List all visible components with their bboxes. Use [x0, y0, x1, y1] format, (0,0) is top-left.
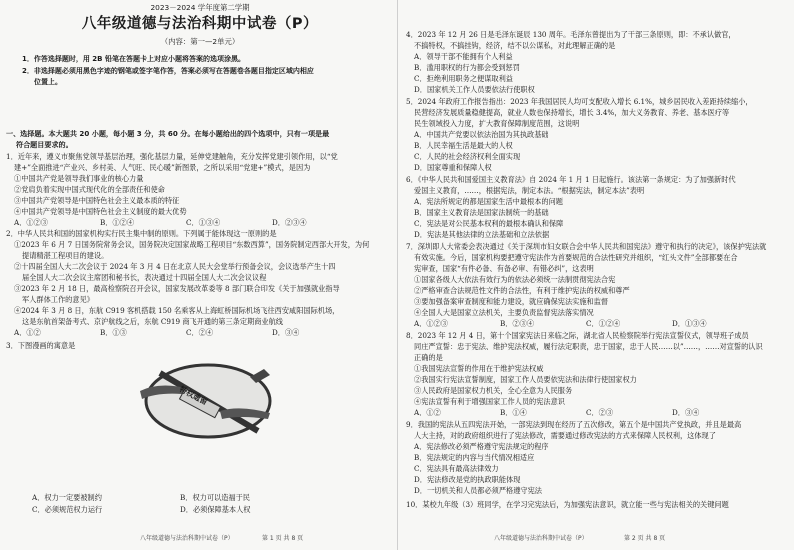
instruction-note-3: 位置上。	[34, 78, 62, 86]
question-2-statement: ④2024 年 3 月 8 日，东航 C919 客机搭载 150 名乘客从上海虹桥国际机场飞往西安咸阳国际机场，	[14, 306, 340, 315]
question-7-statement: ④全国人大是国家立法机关，主要负责监督宪法落实情况	[414, 308, 594, 317]
question-8-statement: ④宪法宣誓有利于增强国家工作人员的宪法意识	[414, 397, 565, 406]
choice-c[interactable]: C．①③④	[186, 218, 221, 227]
question-6-stem-cont: 爱国主义教育，……，根据宪法，制定本法。“根据宪法，制定本法”表明	[414, 186, 645, 195]
exam-title: 八年级道德与法治科期中试卷（P）	[81, 16, 319, 32]
cartoon-caption: 特权遗留	[177, 384, 209, 407]
question-8-choices	[414, 408, 758, 418]
question-8-statement: ②我国实行宪法宣誓制度，国家工作人员要依宪法和法律行使国家权力	[414, 375, 637, 384]
question-4-option[interactable]: A．领导干部不能拥有个人利益	[414, 52, 513, 61]
page-number: 第 2 页 共 8 页	[624, 535, 666, 542]
question-7-statement: ③要加强备案审查制度和能力建设，就应确保宪法实施和监督	[414, 297, 609, 306]
page-footer-title: 八年级道德与法治科期中试卷（P）	[494, 535, 588, 542]
question-4-option[interactable]: C．拒绝利用职务之便谋取利益	[414, 74, 513, 83]
question-7-stem-cont: 宪审查，国家“有件必备、有备必审、有错必纠”，这表明	[414, 264, 594, 273]
semester-label: 2023－2024 学年度第二学期	[150, 3, 250, 12]
question-7-stem: 7．深圳即人大常委会表决通过《关于深圳市妇女联合会中华人民共和国宪法》遵守和执行的决定》，该保护宪法就	[406, 242, 767, 251]
choice-a[interactable]: A．①②	[414, 408, 441, 417]
choice-a[interactable]: A．①②	[14, 328, 41, 337]
question-6-stem: 6．《中华人民共和国爱国主义教育法》自 2024 年 1 月 1 日起施行。该法第一条规定：为了加强新时代	[406, 175, 736, 184]
question-2-statement: ②十四届全国人大二次会议于 2024 年 3 月 4 日在北京人民大会堂举行预备会议，会议选举产生十四	[14, 262, 336, 271]
choice-b[interactable]: B．①④	[500, 408, 527, 417]
question-9-stem-cont: 人大主持，对的政府组织进行了宪法修改，需要通过修改宪法的方式来保障人民权利，这体现了	[414, 431, 716, 440]
question-5-option[interactable]: D．国家尊重和保障人权	[414, 163, 492, 172]
question-6-option[interactable]: D．宪法是其他法律的立法基础和立法依据	[414, 230, 550, 239]
question-7-statement: ①国家各级人大依法有效行为的依法必须统一法制贯彻宪法合宪	[414, 275, 616, 284]
question-6-option[interactable]: B．国家主义教育法是国家法制统一的基础	[414, 208, 549, 217]
question-9-option[interactable]: D．宪法修改是党的执政职能体现	[414, 475, 521, 484]
exam-page-right	[397, 0, 794, 550]
question-9-stem: 9．我国的宪法从五四宪法开始，一部宪法到现在经历了五次修改，第五个是中国共产党执政，并且是最高	[406, 420, 742, 429]
question-2-statement: ③2023 年 2 月 18 日，最高检察院召开会议，国家发展改革委等 8 部门联合印发《关于加强就业指导	[14, 284, 340, 293]
question-5-stem-cont: 民生领域投入力度，扩大教育保障制度范围，这说明	[414, 119, 580, 128]
exam-scope: （内容：第一—2单元）	[160, 37, 240, 46]
question-2-statement: ①2023 年 6 月 7 日国务院常务会议，国务院决定国家战略工程项目“东数西算”，国务院制定西部大开发，为何	[14, 240, 370, 249]
choice-b[interactable]: B．①③	[100, 328, 127, 337]
question-8-stem-cont: 同庄严宣誓：忠于宪法、维护宪法权威，履行法定职责，忠于国家，忠于人民……以”……，……对宣誓的认识	[414, 342, 763, 351]
choice-c[interactable]: C．②③	[586, 408, 614, 417]
question-5-stem-cont: 民营经济发展质量稳健提高，就业人数也保持增长，增长 3.4%，加大义务教育、养老、基本医疗等	[414, 108, 730, 117]
question-5-option[interactable]: C．人民的社会经济权利全面实现	[414, 152, 521, 161]
choice-c[interactable]: C．②④	[186, 328, 214, 337]
page-number: 第 1 页 共 8 页	[262, 535, 304, 542]
question-10-stem: 10．某校九年级（3）班同学，在学习完宪法后，为加强宪法意识，就立能一些与宪法相关的关键问题	[406, 500, 729, 509]
section-heading-cont: 符合题目要求的。	[16, 140, 73, 149]
question-9-option[interactable]: B．宪法规定的内容与当代情况相适应	[414, 453, 535, 462]
choice-d[interactable]: D．②③④	[272, 218, 307, 227]
question-3-choice-b[interactable]: B．权力可以造福于民	[180, 493, 250, 502]
choice-d[interactable]: D．①③④	[672, 319, 707, 328]
choice-b[interactable]: B．①②④	[100, 218, 135, 227]
question-6-option[interactable]: C．宪法是对公民基本权利的最根本确认和保障	[414, 219, 564, 228]
cartoon-illustration	[120, 361, 290, 441]
question-9-option[interactable]: D．一切机关和人员都必须严格遵守宪法	[414, 486, 542, 495]
question-1-statement: ③中国共产党领导是中国特色社会主义最本质的特征	[14, 196, 180, 205]
question-7-choices	[414, 319, 758, 329]
question-1-statement: ②党肩负着实现中国式现代化的全部责任和使命	[14, 185, 165, 194]
instruction-note-2: 2．非选择题必须用黑色字迹的钢笔或签字笔作答，答案必须写在答题卷各题目指定区域内相应	[22, 67, 314, 75]
question-1-statement: ①中国共产党是领导我们事业的核心力量	[14, 174, 144, 183]
question-4-option[interactable]: D．国家机关工作人员要依法行使职权	[414, 85, 535, 94]
question-2-statement: 届全国人大二次会议主席团和秘书长，表决通过十四届全国人大二次会议议程	[22, 273, 267, 282]
question-8-statement: ③人民政府是国家权力机关，全心全意为人民服务	[414, 386, 573, 395]
question-4-option[interactable]: B．滥用职权的行为都会受到惩罚	[414, 63, 520, 72]
question-7-stem-cont: 有效实施。今后，国家机构要把遵守宪法作为首要规范的合法性研究并组织，“红头文件”全部都要在合	[414, 253, 738, 262]
choice-d[interactable]: D．③④	[272, 328, 300, 337]
page-footer-title: 八年级道德与法治科期中试卷（P）	[140, 535, 234, 542]
question-5-stem: 5．2024 年政府工作报告指出：2023 年我国居民人均可支配收入增长 6.1%，城乡居民收入差距持续缩小，	[406, 97, 753, 106]
question-2-statement: 提请精湛工程项目的建设。	[22, 251, 109, 260]
choice-a[interactable]: A．①②③	[414, 319, 448, 328]
question-7-statement: ②严格审查合法规范性文件的合法性，有利于维护宪法的权威和尊严	[414, 286, 630, 295]
choice-c[interactable]: C．①②④	[586, 319, 621, 328]
question-1-choices	[14, 218, 358, 228]
question-8-stem: 8．2023 年 12 月 4 日，第十个国家宪法日来临之际，湖北省人民检察院举行宪法宣誓仪式，领导班子成员	[406, 331, 749, 340]
question-9-option[interactable]: A．宪法修改必须严格遵守宪法规定的程序	[414, 442, 549, 451]
section-heading: 一、选择题。本大题共 20 小题，每小题 3 分，共 60 分。在每小题给出的四个选项中，只有一项是最	[6, 129, 330, 138]
choice-b[interactable]: B．②③④	[500, 319, 535, 328]
question-4-stem-cont: 不搞特权，不搞挂钩，经济，结不以公谋私，对此理解正确的是	[414, 41, 616, 50]
question-8-stem-cont: 正确的是	[414, 353, 443, 362]
question-5-option[interactable]: A．中国共产党要以依法治国为其执政基础	[414, 130, 549, 139]
question-6-option[interactable]: A．宪法所规定的都是国家生活中最根本的问题	[414, 197, 563, 206]
question-5-option[interactable]: B．人民幸福生活是最大的人权	[414, 141, 513, 150]
question-9-option[interactable]: C．宪法具有最高法律效力	[414, 464, 499, 473]
question-3-choice-c[interactable]: C．必须规范权力运行	[32, 505, 103, 514]
choice-a[interactable]: A．①②③	[14, 218, 48, 227]
question-2-choices	[14, 328, 358, 338]
question-2-stem: 2．中华人民共和国的国家机构实行民主集中制的原则。下列属于能体现这一原则的是	[6, 229, 277, 238]
question-3-choice-d[interactable]: D．必须保障基本人权	[180, 505, 251, 514]
question-1-statement: ④中国共产党领导是中国特色社会主义制度的最大优势	[14, 207, 187, 216]
instruction-note-1: 1．作答选择题时，用 2B 铅笔在答题卡上对应小题将答案的选项涂黑。	[22, 55, 245, 63]
choice-d[interactable]: D．③④	[672, 408, 700, 417]
question-1-stem: 1．近年来，遵义市聚焦党领导基层治理，强化基层力量，延伸党建触角，充分发挥党建引领作用，以“党	[6, 152, 338, 161]
question-2-statement: 这是东航首架备考式、京沪航线之后，东航 C919 商飞开通的第三条定期商业航线	[22, 317, 283, 326]
question-3-choice-a[interactable]: A．权力一定要被制约	[32, 493, 102, 502]
question-1-stem-cont: 建+”全面推进“产业兴、乡村美、人气旺、民心暖”新图景，之所以采用“党建+”模式，是因为	[14, 163, 311, 172]
question-8-statement: ①我国宪法宣誓的作用在于维护宪法权威	[414, 364, 544, 373]
question-2-statement: 军人群体工作的意见》	[22, 295, 94, 304]
question-3-stem: 3．下图漫画的寓意是	[6, 341, 76, 350]
question-4-stem: 4．2023 年 12 月 26 日是毛泽东诞辰 130 周年。毛泽东曾提出为了干部三条原则，即：不承认做官，	[406, 30, 736, 39]
